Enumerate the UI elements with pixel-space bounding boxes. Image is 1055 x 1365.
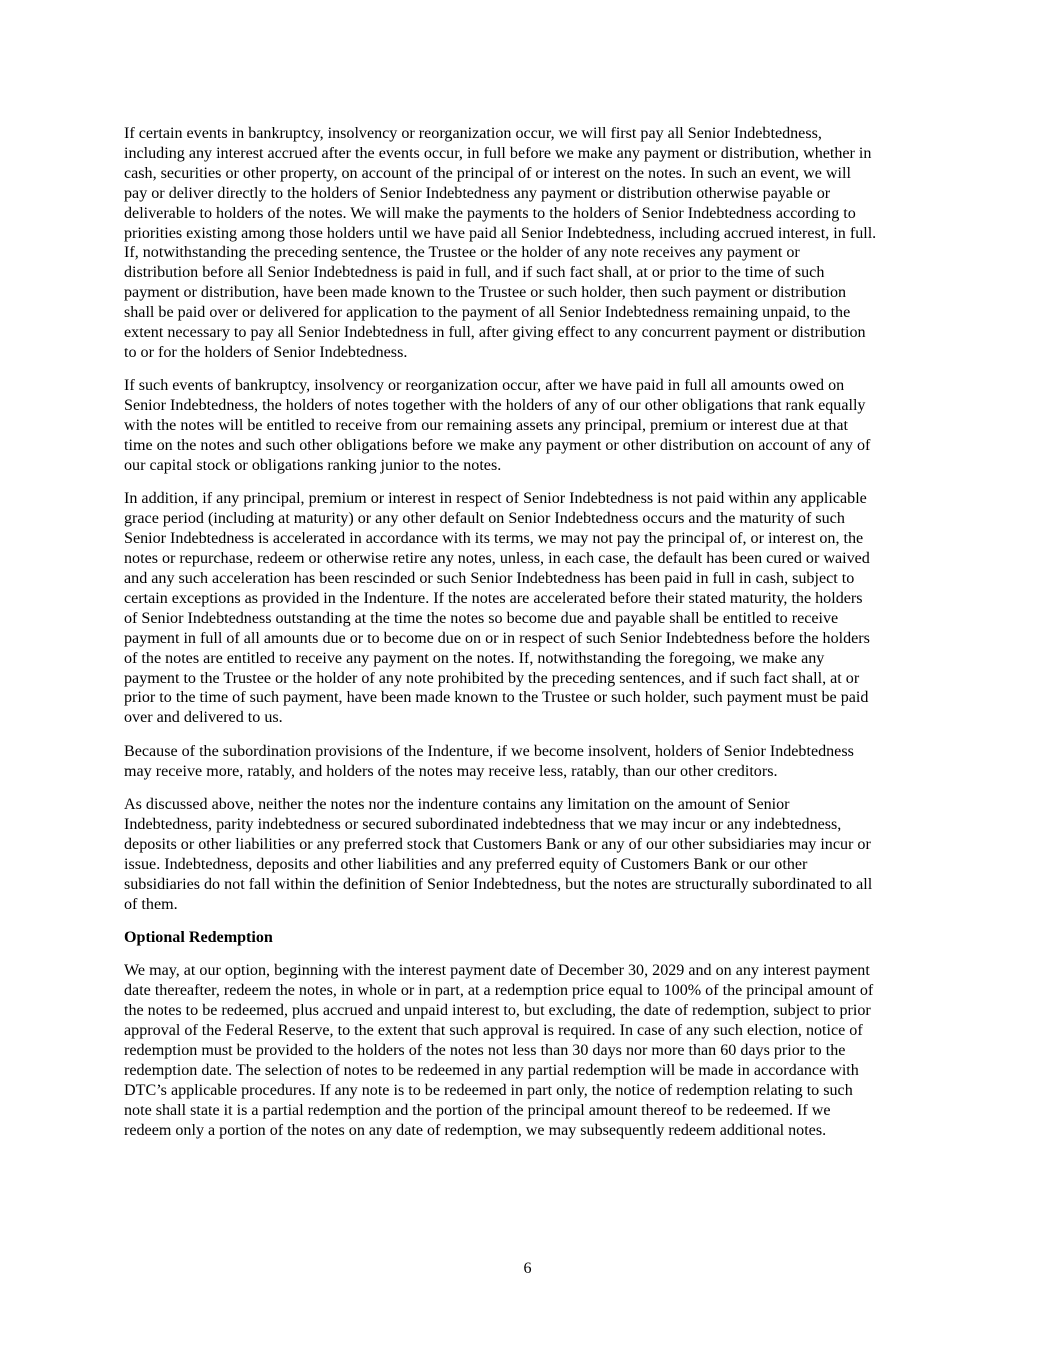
section-heading-optional-redemption: Optional Redemption <box>124 929 273 947</box>
paragraph-payment-default: In addition, if any principal, premium or interest in respect of Senior Indebtedness is not paid within any applicable grace period (including at maturity) or any other default on Senior Indebtedness occurs and the maturity of such Senior Indebtedness is accelerated in accordance with its terms, we may not pay the principal of, or interest on, the notes or repurchase, redeem or otherwise retire any notes, unless, in each case, the default has been cured or waived and any such acceleration has been rescinded or such Senior Indebtedness has been paid in full in cash, subject to certain exceptions as provided in the Indenture. If the notes are accelerated before their stated maturity, the holders of Senior Indebtedness outstanding at the time the notes so become due and payable shall be entitled to receive payment in full of all amounts due or to become due on or in respect of such Senior Indebtedness before the holders of the notes are entitled to receive any payment on the notes. If, notwithstanding the foregoing, we make any payment to the Trustee or the holder of any note prohibited by the preceding sentences, and if such fact shall, at or prior to the time of such payment, have been made known to the Trustee or such holder, such payment must be paid over and delivered to us. <box>124 490 870 727</box>
paragraph-after-senior-paid: If such events of bankruptcy, insolvency or reorganization occur, after we have paid in full all amounts owed on Senior Indebtedness, the holders of notes together with the holders of any of our other obligations that rank equally with the notes will be entitled to receive from our remaining assets any principal, premium or interest due at that time on the notes and such other obligations before we make any payment or other distribution on account of any of our capital stock or obligations ranking junior to the notes. <box>124 377 871 474</box>
page-number: 6 <box>523 1260 532 1277</box>
paragraph-no-limitation: As discussed above, neither the notes nor the indenture contains any limitation on the amount of Senior Indebtedness, parity indebtedness or secured subordinated indebtedness that we may incur or any indebtedness, deposits or other liabilities or any preferred stock that Customers Bank or any of our other subsidiaries may incur or issue. Indebtedness, deposits and other liabilities and any preferred equity of Customers Bank or our other subsidiaries do not fall within the definition of Senior Indebtedness, but the notes are structurally subordinated to all of them. <box>124 796 873 913</box>
paragraph-bankruptcy-payment: If certain events in bankruptcy, insolvency or reorganization occur, we will first pay all Senior Indebtedness, including any interest accrued after the events occur, in full before we make any payment or distribution, whether in cash, securities or other property, on account of the principal of or interest on the notes. In such an event, we will pay or deliver directly to the holders of Senior Indebtedness any payment or distribution otherwise payable or deliverable to holders of the notes. We will make the payments to the holders of Senior Indebtedness according to priorities existing among those holders until we have paid all Senior Indebtedness, including accrued interest, in full. If, notwithstanding the preceding sentence, the Trustee or the holder of any note receives any payment or distribution before all Senior Indebtedness is paid in full, and if such fact shall, at or prior to the time of such payment or distribution, have been made known to the Trustee or such holder, then such payment or distribution shall be paid over or delivered for application to the payment of all Senior Indebtedness remaining unpaid, to the extent necessary to pay all Senior Indebtedness in full, after giving effect to any concurrent payment or distribution to or for the holders of Senior Indebtedness. <box>124 125 877 361</box>
paragraph-subordination-effect: Because of the subordination provisions of the Indenture, if we become insolvent, holders of Senior Indebtedness may receive more, ratably, and holders of the notes may receive less, ratably, than our other creditors. <box>124 742 854 780</box>
document-page <box>124 124 934 1154</box>
paragraph-optional-redemption: We may, at our option, beginning with the interest payment date of December 30, 2029 and on any interest payment date thereafter, redeem the notes, in whole or in part, at a redemption price equal to 100% of the principal amount of the notes to be redeemed, plus accrued and unpaid interest to, but excluding, the date of redemption, subject to prior approval of the Federal Reserve, to the extent that such approval is required. In case of any such election, notice of redemption must be provided to the holders of the notes not less than 30 days nor more than 60 days prior to the redemption date. The selection of notes to be redeemed in any partial redemption will be made in accordance with DTC’s applicable procedures. If any note is to be redeemed in part only, the notice of redemption relating to such note shall state it is a partial redemption and the portion of the principal amount thereof to be redeemed. If we redeem only a portion of the notes on any date of redemption, we may subsequently redeem additional notes. <box>124 962 874 1139</box>
